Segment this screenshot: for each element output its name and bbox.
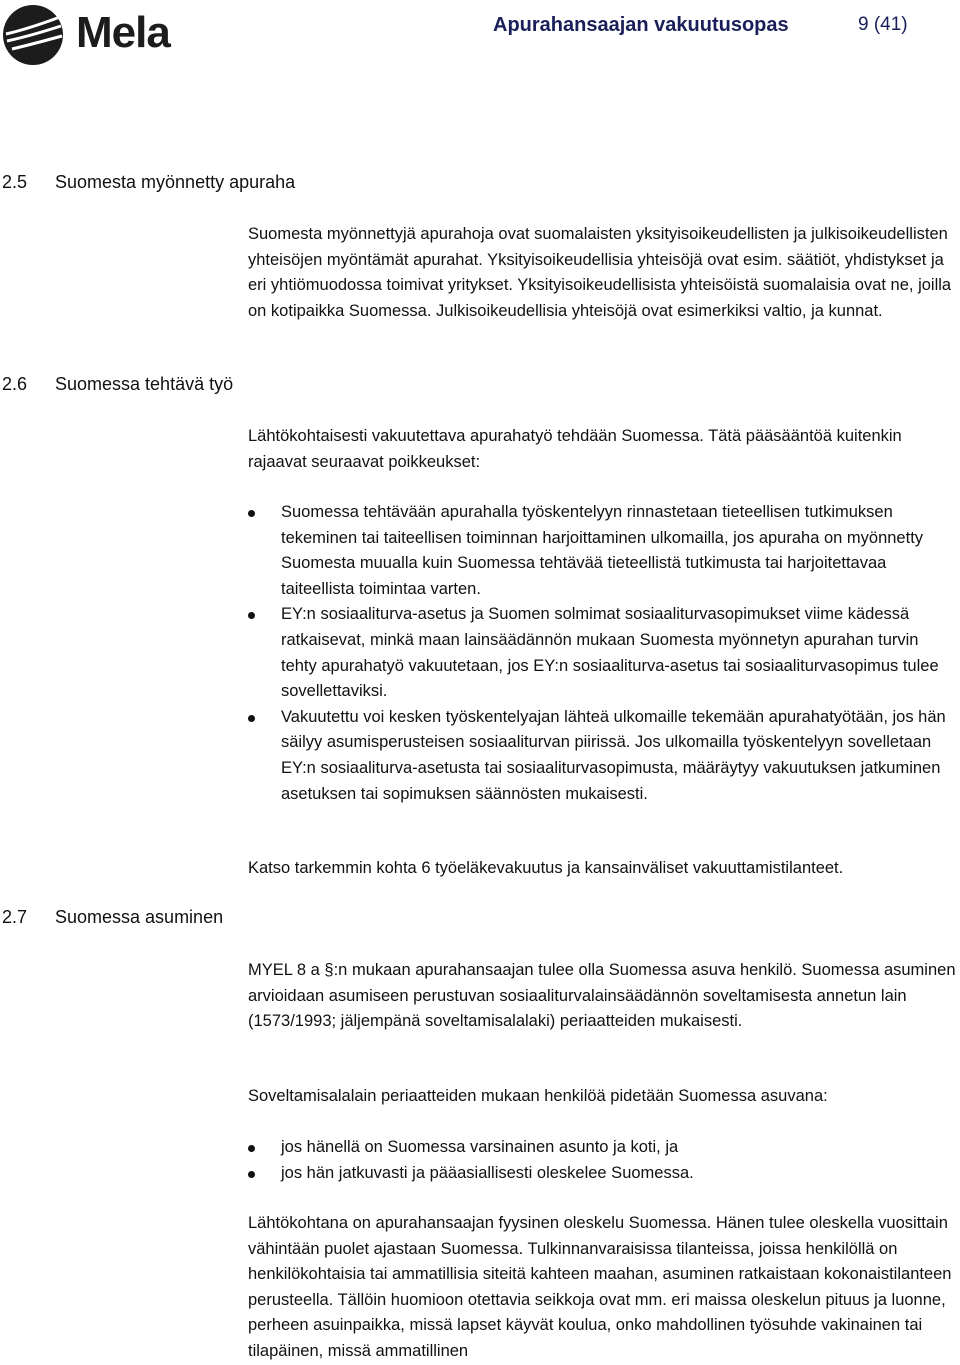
section-number: 2.7 <box>2 907 28 927</box>
list-item <box>248 500 956 602</box>
list-item-text: EY:n sosiaaliturva-asetus ja Suomen solmimat sosiaaliturvasopimukset viime kädessä ratkaisevat, minkä maan lainsäädännön mukaan Suomesta myönnetyn apurahan turvin tehty apurahatyö vakuutetaan, jos EY:n sosiaaliturva-asetus tai sosiaaliturvasopimus tulee sovellettaviksi. <box>281 605 939 701</box>
mela-logo <box>2 4 187 66</box>
bullet-icon <box>248 510 255 517</box>
section-title: Suomesta myönnetty apuraha <box>55 172 296 192</box>
bullet-icon <box>248 612 255 619</box>
list-item <box>248 1161 956 1187</box>
logo-wordmark: Mela <box>76 8 170 57</box>
section-number: 2.6 <box>2 374 28 394</box>
section-heading-2-7 <box>2 907 223 928</box>
list-item <box>248 705 956 807</box>
section-title: Suomessa tehtävä työ <box>55 374 234 394</box>
list-item-text: jos hän jatkuvasti ja pääasiallisesti oleskelee Suomessa. <box>281 1163 694 1182</box>
section-number: 2.5 <box>2 172 28 192</box>
list-item-text: Suomessa tehtävään apurahalla työskentelyyn rinnastetaan tieteellisen tutkimuksen tekeminen tai taiteellisen toiminnan harjoittaminen ulkomailla, jos apuraha on myönnetty Suomesta muualla kuin Suomessa tehtävää tieteellistä tutkimusta tai harjoitettavaa taiteellista toimintaa varten. <box>281 503 924 598</box>
mela-logo-icon <box>2 4 68 66</box>
exceptions-list <box>248 500 956 807</box>
section-heading-2-6 <box>2 374 233 395</box>
section-heading-2-5 <box>2 172 295 193</box>
list-item <box>248 602 956 704</box>
page-number: 9 (41) <box>858 14 908 35</box>
section-title: Suomessa asuminen <box>55 907 224 927</box>
list-item-text: jos hänellä on Suomessa varsinainen asunto ja koti, ja <box>281 1138 679 1156</box>
list-item-text: Vakuutettu voi kesken työskentelyajan lähteä ulkomaille tekemään apurahatyötään, jos hän säilyy asumisperusteisen sosiaaliturvan piirissä. Jos ulkomailla työskentelyyn sovelletaan EY:n sosiaaliturva-asetusta tai sosiaaliturvasopimusta, määräytyy vakuutuksen jatkuminen asetuksen tai sopimuksen säännösten mukaisesti. <box>281 707 946 803</box>
paragraph-oleskelu: Lähtökohtana on apurahansaajan fyysinen oleskelu Suomessa. Hänen tulee oleskella vuosittain vähintään puolet ajastaan Suomessa. Tulkinnanvaraisissa tilanteissa, joissa henkilöllä on henkilökohtaisia tai ammatillisia siteitä kahteen maahan, asuminen ratkaistaan kokonaistilanteen perusteella. Tällöin huomioon otettavia seikkoja ovat mm. eri maissa oleskelun pituus ja luonne, perheen asuinpaikka, missä lapset käyvät koulua, onko mahdollinen työsuhde vakinainen tai tilapäinen, missä ammatillinen <box>248 1214 952 1360</box>
paragraph-reference: Katso tarkemmin kohta 6 työeläkevakuutus ja kansainväliset vakuuttamistilanteet. <box>248 859 844 877</box>
bullet-icon <box>248 715 255 722</box>
bullet-icon <box>248 1145 255 1152</box>
bullet-icon <box>248 1171 255 1178</box>
residence-criteria-list <box>248 1135 956 1186</box>
document-title: Apurahansaajan vakuutusopas <box>493 14 789 36</box>
list-item <box>248 1135 956 1161</box>
paragraph-soveltamisala: Soveltamisalalain periaatteiden mukaan henkilöä pidetään Suomessa asuvana: <box>248 1087 828 1105</box>
paragraph-myel: MYEL 8 a §:n mukaan apurahansaajan tulee olla Suomessa asuva henkilö. Suomessa asuminen arvioidaan asumiseen perustuvan sosiaaliturvalainsäädännön soveltamisesta annetun lain (1573/1993; jäljempänä soveltamisalalaki) periaatteiden mukaisesti. <box>248 961 956 1031</box>
paragraph-apuraha-definition: Suomesta myönnettyjä apurahoja ovat suomalaisten yksityisoikeudellisten ja julkisoikeudellisten yhteisöjen myöntämät apurahat. Yksityisoikeudellisia yhteisöjä ovat esim. säätiöt, yhdistykset ja eri yhtiömuodossa toimivat yritykset. Yksityisoikeudellisista yhteisöistä suomalaisia ovat ne, joilla on kotipaikka Suomessa. Julkisoikeudellisia yhteisöjä ovat esimerkiksi valtio, ja kunnat. <box>248 225 952 320</box>
paragraph-tyo-intro: Lähtökohtaisesti vakuutettava apurahatyö tehdään Suomessa. Tätä pääsääntöä kuitenkin rajaavat seuraavat poikkeukset: <box>248 427 902 471</box>
